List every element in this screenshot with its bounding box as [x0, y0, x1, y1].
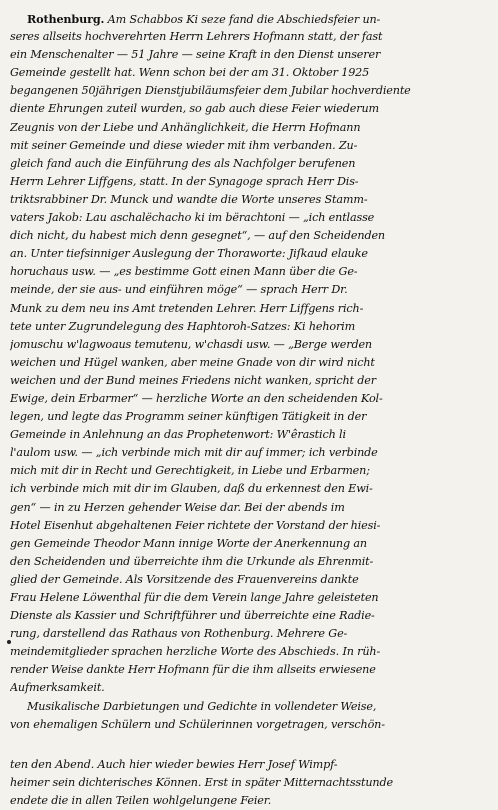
article-line: ten den Abend. Auch hier wieder bewies Herr Josef Wimpf-	[10, 757, 338, 771]
article-line: meinde, der sie aus- und einführen möge“ — sprach Herr Dr.	[10, 283, 348, 297]
article-line: mich mit dir in Recht und Gerechtigkeit, in Liebe und Erbarmen;	[10, 464, 370, 478]
article-line: legen, und legte das Programm seiner künftigen Tätigkeit in der	[10, 410, 367, 424]
print-mark	[7, 640, 11, 644]
article-line: Aufmerksamkeit.	[10, 681, 105, 695]
article-line: Am Schabbos Ki seze fand die Abschiedsfeier un-	[107, 13, 381, 26]
article-line: l'aulom usw. — „ich verbinde mich mit dir auf immer; ich verbinde	[10, 446, 378, 460]
article-line: Ewige, dein Erbarmer“ — herzliche Worte an den scheidenden Kol-	[10, 391, 383, 405]
article-first-line	[10, 10, 490, 28]
article-line: weichen und der Bund meines Friedens nicht wanken, spricht der	[10, 373, 376, 387]
article-line: diente Ehrungen zuteil wurden, so gab auch diese Feier wiederum	[10, 102, 379, 116]
article-line: horuchaus usw. — „es bestimme Gott einen Mann über die Ge-	[10, 265, 358, 279]
article-line: render Weise dankte Herr Hofmann für die ihm allseits erwiesene	[10, 663, 376, 677]
article-line: gen Gemeinde Theodor Mann innige Worte der Anerkennung an	[10, 536, 367, 550]
article-line: vaters Jakob: Lau aschalëchacho ki im bërachtoni — „ich entlasse	[10, 211, 375, 225]
article-line: Zeugnis von der Liebe und Anhänglichkeit, die Herrn Hofmann	[10, 120, 361, 134]
article-line: mit seiner Gemeinde und diese wieder mit ihm verbanden. Zu-	[10, 138, 358, 152]
article-line: meindemitglieder sprachen herzliche Worte des Abschieds. In rüh-	[10, 645, 381, 659]
article-line: gleich fand auch die Einführung des als Nachfolger berufenen	[10, 156, 356, 170]
article-line: tete unter Zugrundelegung des Haphtoroh-Satzes: Ki hehorim	[10, 319, 356, 333]
article-line: weichen und Hügel wanken, aber meine Gnade von dir wird nicht	[10, 355, 375, 369]
article-line: an. Unter tiefsinniger Auslegung der Thoraworte: Jiſkaud elauke	[10, 247, 368, 261]
article-line: Frau Helene Löwenthal für die dem Verein lange Jahre geleisteten	[10, 591, 379, 604]
article-body	[10, 10, 490, 698]
article-line: Gemeinde in Anlehnung an das Prophetenwort: W'êrastich li	[10, 428, 346, 442]
article-line: dich nicht, du habest mich denn gesegnet“, — auf den Scheidenden	[10, 229, 385, 243]
article-line: glied der Gemeinde. Als Vorsitzende des Frauenvereins dankte	[10, 572, 359, 586]
article-line: heimer sein dichterisches Können. Erst in später Mitternachtsstunde	[10, 775, 393, 789]
page-gap	[10, 734, 490, 756]
article-headline: Rothenburg.	[27, 12, 105, 26]
article-line: Herrn Lehrer Liffgens, statt. In der Synagoge sprach Herr Dis-	[10, 174, 359, 188]
article-line: ein Menschenalter — 51 Jahre — seine Kraft in den Dienst unserer	[10, 48, 381, 62]
article-line: von ehemaligen Schülern und Schülerinnen vorgetragen, verschön-	[10, 717, 385, 731]
article-line: seres allseits hochverehrten Herrn Lehrers Hofmann statt, der fast	[10, 30, 383, 44]
article-line: triktsrabbiner Dr. Munck und wandte die Worte unseres Stamm-	[10, 192, 368, 206]
article-line: rung, darstellend das Rathaus von Rothenburg. Mehrere Ge-	[10, 627, 348, 641]
article-line: Munk zu dem neu ins Amt tretenden Lehrer. Herr Liffgens rich-	[10, 301, 364, 315]
article-paragraph-3	[10, 756, 490, 810]
article-line: Hotel Eisenhut abgehaltenen Feier richtete der Vorstand der hiesi-	[10, 518, 381, 532]
article-line: begangenen 50jährigen Dienstjubiläumsfeier dem Jubilar hochverdiente	[10, 84, 411, 98]
article-line: Dienste als Kassier und Schriftführer und überreichte eine Radie-	[10, 609, 375, 623]
article-line: Musikalische Darbietungen und Gedichte in vollendeter Weise,	[27, 699, 377, 713]
article-line: Gemeinde gestellt hat. Wenn schon bei der am 31. Oktober 1925	[10, 66, 370, 80]
article-line: gen“ — in zu Herzen gehender Weise dar. Bei der abends im	[10, 500, 345, 514]
article-line: jomuschu w'lagwoaus temutenu, w'chasdi usw. — „Berge werden	[10, 337, 372, 351]
article-line: ich verbinde mich mit dir im Glauben, daß du erkennest den Ewi-	[10, 482, 373, 496]
article-line: den Scheidenden und überreichte ihm die Urkunde als Ehrenmit-	[10, 554, 374, 568]
article-paragraph-2	[10, 698, 490, 734]
article-line: endete die in allen Teilen wohlgelungene Feier.	[10, 793, 272, 807]
